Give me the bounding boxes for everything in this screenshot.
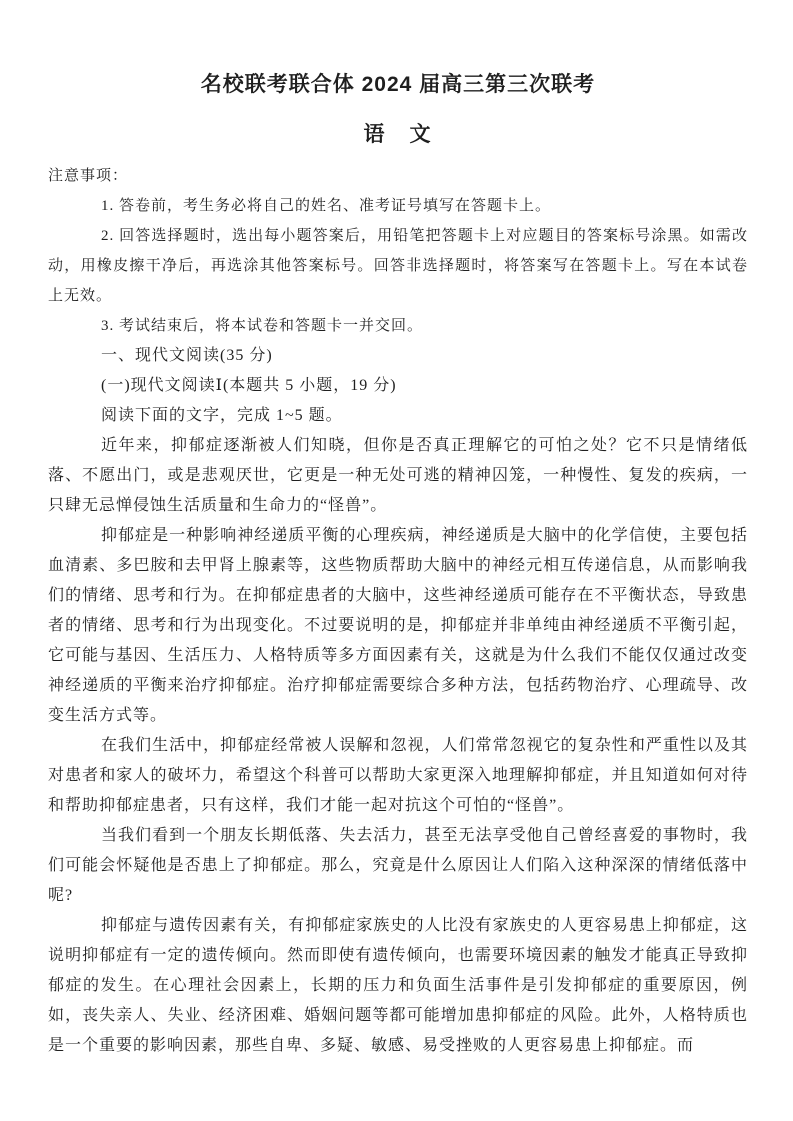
- notice-item-2: 2. 回答选择题时，选出每小题答案后，用铅笔把答题卡上对应题目的答案标号涂黑。如需改动，用橡皮擦干净后，再选涂其他答案标号。回答非选择题时，将答案写在答题卡上。写在本试卷上无效。: [48, 228, 748, 304]
- notice-section: [48, 161, 748, 341]
- notice-item-3: 3. 考试结束后，将本试卷和答题卡一并交回。: [101, 318, 424, 334]
- article-paragraph-4: 当我们看到一个朋友长期低落、失去活力，甚至无法享受他自己曾经喜爱的事物时，我们可能会怀疑他是否患上了抑郁症。那么，究竟是什么原因让人们陷入这种深深的情绪低落中呢?: [48, 827, 748, 904]
- article-paragraph-1: 近年来，抑郁症逐渐被人们知晓，但你是否真正理解它的可怕之处？它不只是情绪低落、不愿出门，或是悲观厌世，它更是一种无处可逃的精神囚笼，一种慢性、复发的疾病，一只肆无忌惮侵蚀生活质量和生命力的“怪兽”。: [48, 437, 748, 514]
- section-heading-modern-reading: 一、现代文阅读(35 分): [101, 347, 273, 364]
- notice-item-1: 1. 答卷前，考生务必将自己的姓名、准考证号填写在答题卡上。: [101, 198, 552, 214]
- reading-instruction: 阅读下面的文字，完成 1~5 题。: [101, 407, 343, 424]
- article-paragraph-2: 抑郁症是一种影响神经递质平衡的心理疾病，神经递质是大脑中的化学信使，主要包括血清素、多巴胺和去甲肾上腺素等，这些物质帮助大脑中的神经元相互传递信息，从而影响我们的情绪、思考和行为。在抑郁症患者的大脑中，这些神经递质可能存在不平衡状态，导致患者的情绪、思考和行为出现变化。不过要说明的是，抑郁症并非单纯由神经递质不平衡引起，它可能与基因、生活压力、人格特质等多方面因素有关，这就是为什么我们不能仅仅通过改变神经递质的平衡来治疗抑郁症。治疗抑郁症需要综合多种方法，包括药物治疗、心理疏导、改变生活方式等。: [48, 527, 748, 724]
- exam-title: 名校联考联合体 2024 届高三第三次联考: [200, 73, 596, 96]
- article-paragraph-5: 抑郁症与遗传因素有关，有抑郁症家族史的人比没有家族史的人更容易患上抑郁症，这说明抑郁症有一定的遗传倾向。然而即使有遗传倾向，也需要环境因素的触发才能真正导致抑郁症的发生。在心理社会因素上，长期的压力和负面生活事件是引发抑郁症的重要原因，例如，丧失亲人、失业、经济困难、婚姻问题等都可能增加患抑郁症的风险。此外，人格特质也是一个重要的影响因素，那些自卑、多疑、敏感、易受挫败的人更容易患上抑郁症。而: [48, 917, 748, 1054]
- exam-subject: 语 文: [363, 123, 433, 146]
- modern-reading-section: [48, 341, 748, 1061]
- notice-heading: 注意事项：: [48, 168, 129, 184]
- paper-content: [48, 161, 748, 1061]
- article-paragraph-3: 在我们生活中，抑郁症经常被人误解和忽视，人们常常忽视它的复杂性和严重性以及其对患者和家人的破坏力，希望这个科普可以帮助大家更深入地理解抑郁症，并且知道如何对待和帮助抑郁症患者，只有这样，我们才能一起对抗这个可怕的“怪兽”。: [48, 737, 748, 814]
- subsection-heading-reading-1: (一)现代文阅读Ⅰ(本题共 5 小题，19 分): [101, 377, 397, 394]
